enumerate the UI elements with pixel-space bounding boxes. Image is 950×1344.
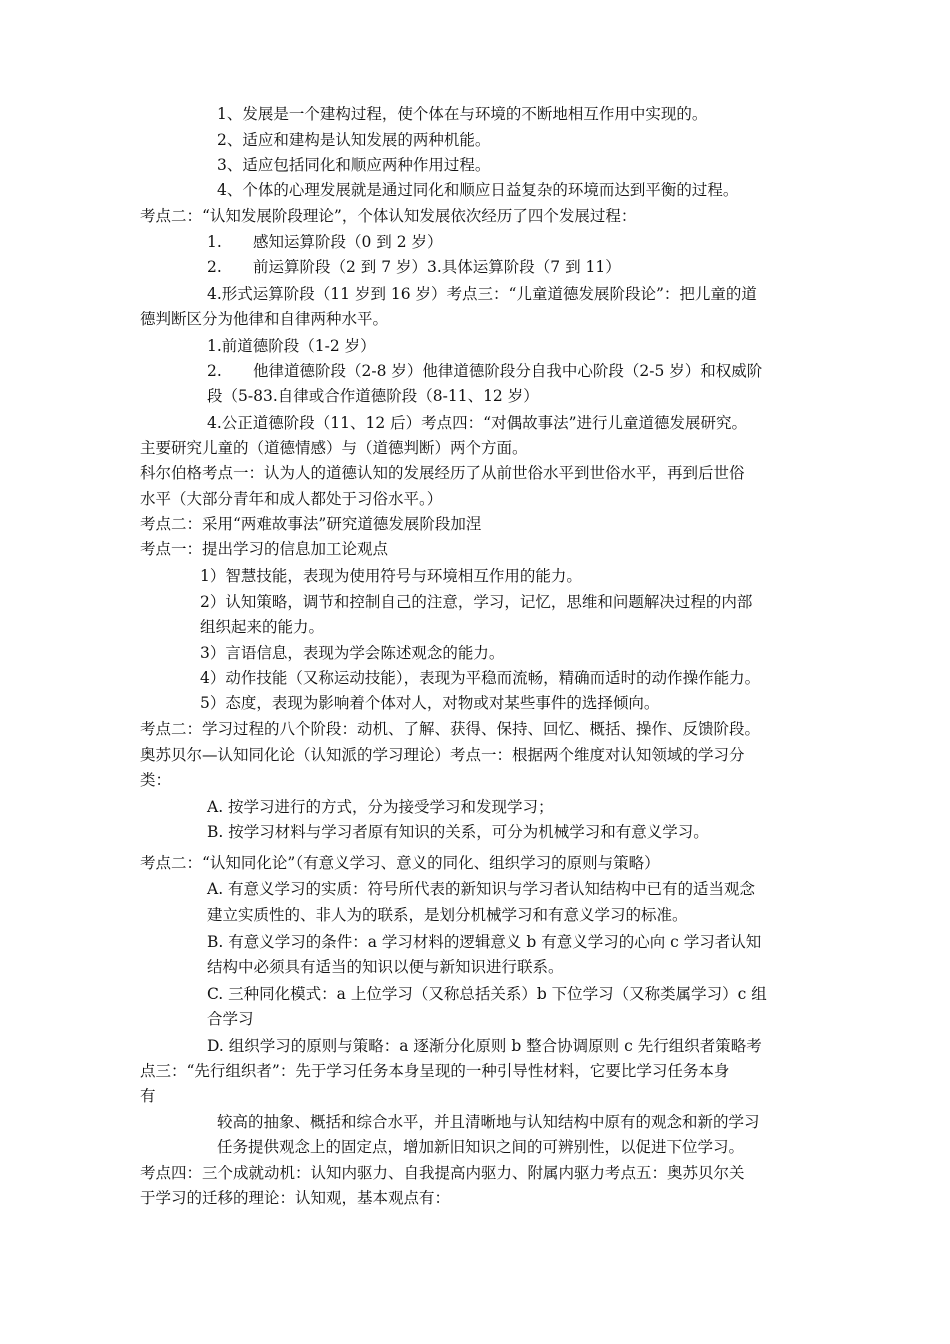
list-item: C. 三种同化模式：a 上位学习（又称总括关系）b 下位学习（又称类属学习）c 组	[207, 985, 767, 1003]
text-line: 水平（大部分青年和成人都处于习俗水平。）	[140, 490, 443, 508]
text-line: 段（5-83.自律或合作道德阶段（8-11、12 岁）	[207, 387, 539, 405]
section-heading: 考点一：提出学习的信息加工论观点	[140, 540, 389, 558]
text-line: 结构中必须具有适当的知识以便与新知识进行联系。	[207, 958, 564, 976]
list-number: 2.	[207, 258, 222, 276]
text-line: 2、适应和建构是认知发展的两种机能。	[217, 131, 491, 149]
text-line: 较高的抽象、概括和综合水平，并且清晰地与认知结构中原有的观念和新的学习	[217, 1113, 760, 1131]
text-line: 主要研究儿童的（道德情感）与（道德判断）两个方面。	[140, 439, 528, 457]
text-line: 德判断区分为他律和自律两种水平。	[140, 310, 389, 328]
list-item: A. 按学习进行的方式，分为接受学习和发现学习；	[207, 798, 554, 816]
list-item: 5）态度，表现为影响着个体对人，对物或对某些事件的选择倾向。	[200, 694, 660, 712]
section-heading: 考点二：“认知同化论”（有意义学习、意义的同化、组织学习的原则与策略）	[140, 854, 660, 872]
text-line: 类：	[140, 771, 172, 789]
list-item: B. 按学习材料与学习者原有知识的关系，可分为机械学习和有意义学习。	[207, 823, 709, 841]
section-heading: 考点二：“认知发展阶段理论”，个体认知发展依次经历了四个发展过程：	[140, 207, 637, 225]
list-number: 1.	[207, 233, 222, 251]
list-item: 2）认知策略，调节和控制自己的注意，学习，记忆，思维和问题解决过程的内部	[200, 593, 753, 611]
text-line: 建立实质性的、非人为的联系，是划分机械学习和有意义学习的标准。	[207, 906, 688, 924]
section-heading: 考点四：三个成就动机：认知内驱力、自我提高内驱力、附属内驱力考点五：奥苏贝尔关	[140, 1164, 745, 1182]
list-item: 他律道德阶段（2-8 岁）他律道德阶段分自我中心阶段（2-5 岁）和权威阶	[253, 362, 763, 380]
text-line: 合学习	[207, 1010, 254, 1028]
text-line: 于学习的迁移的理论：认知观，基本观点有：	[140, 1189, 451, 1207]
section-heading: 考点二：学习过程的八个阶段：动机、了解、获得、保持、回忆、概括、操作、反馈阶段。	[140, 720, 761, 738]
list-item: 前运算阶段（2 到 7 岁）3.具体运算阶段（7 到 11）	[253, 258, 621, 276]
text-line: 4.形式运算阶段（11 岁到 16 岁）考点三：“儿童道德发展阶段论”：把儿童的道	[207, 285, 757, 303]
text-line: 4.公正道德阶段（11、12 后）考点四：“对偶故事法”进行儿童道德发展研究。	[207, 414, 748, 432]
list-item: 4）动作技能（又称运动技能），表现为平稳而流畅，精确而适时的动作操作能力。	[200, 669, 761, 687]
text-line: 4、个体的心理发展就是通过同化和顺应日益复杂的环境而达到平衡的过程。	[217, 181, 739, 199]
list-number: 2.	[207, 362, 222, 380]
list-item: 3）言语信息，表现为学会陈述观念的能力。	[200, 644, 505, 662]
text-line: 组织起来的能力。	[200, 618, 325, 636]
list-item: 1）智慧技能，表现为使用符号与环境相互作用的能力。	[200, 567, 582, 585]
text-line: 3、适应包括同化和顺应两种作用过程。	[217, 156, 491, 174]
text-line: 1、发展是一个建构过程，使个体在与环境的不断地相互作用中实现的。	[217, 105, 708, 123]
text-line: 任务提供观念上的固定点，增加新旧知识之间的可辨别性，以促进下位学习。	[217, 1138, 745, 1156]
section-heading: 科尔伯格考点一：认为人的道德认知的发展经历了从前世俗水平到世俗水平，再到后世俗	[140, 464, 745, 482]
section-heading: 考点二：采用“两难故事法”研究道德发展阶段加涅	[140, 515, 482, 533]
section-heading: 点三：“先行组织者”：先于学习任务本身呈现的一种引导性材料，它要比学习任务本身	[140, 1062, 730, 1080]
list-item: B. 有意义学习的条件：a 学习材料的逻辑意义 b 有意义学习的心向 c 学习者认知	[207, 933, 762, 951]
list-item: D. 组织学习的原则与策略：a 逐渐分化原则 b 整合协调原则 c 先行组织者策略考	[207, 1037, 762, 1055]
list-item: 感知运算阶段（0 到 2 岁）	[253, 233, 443, 251]
section-heading: 奥苏贝尔—认知同化论（认知派的学习理论）考点一：根据两个维度对认知领域的学习分	[140, 746, 745, 764]
text-line: 有	[140, 1087, 156, 1105]
list-item: A. 有意义学习的实质：符号所代表的新知识与学习者认知结构中已有的适当观念	[207, 880, 756, 898]
list-item: 1.前道德阶段（1-2 岁）	[207, 337, 376, 355]
